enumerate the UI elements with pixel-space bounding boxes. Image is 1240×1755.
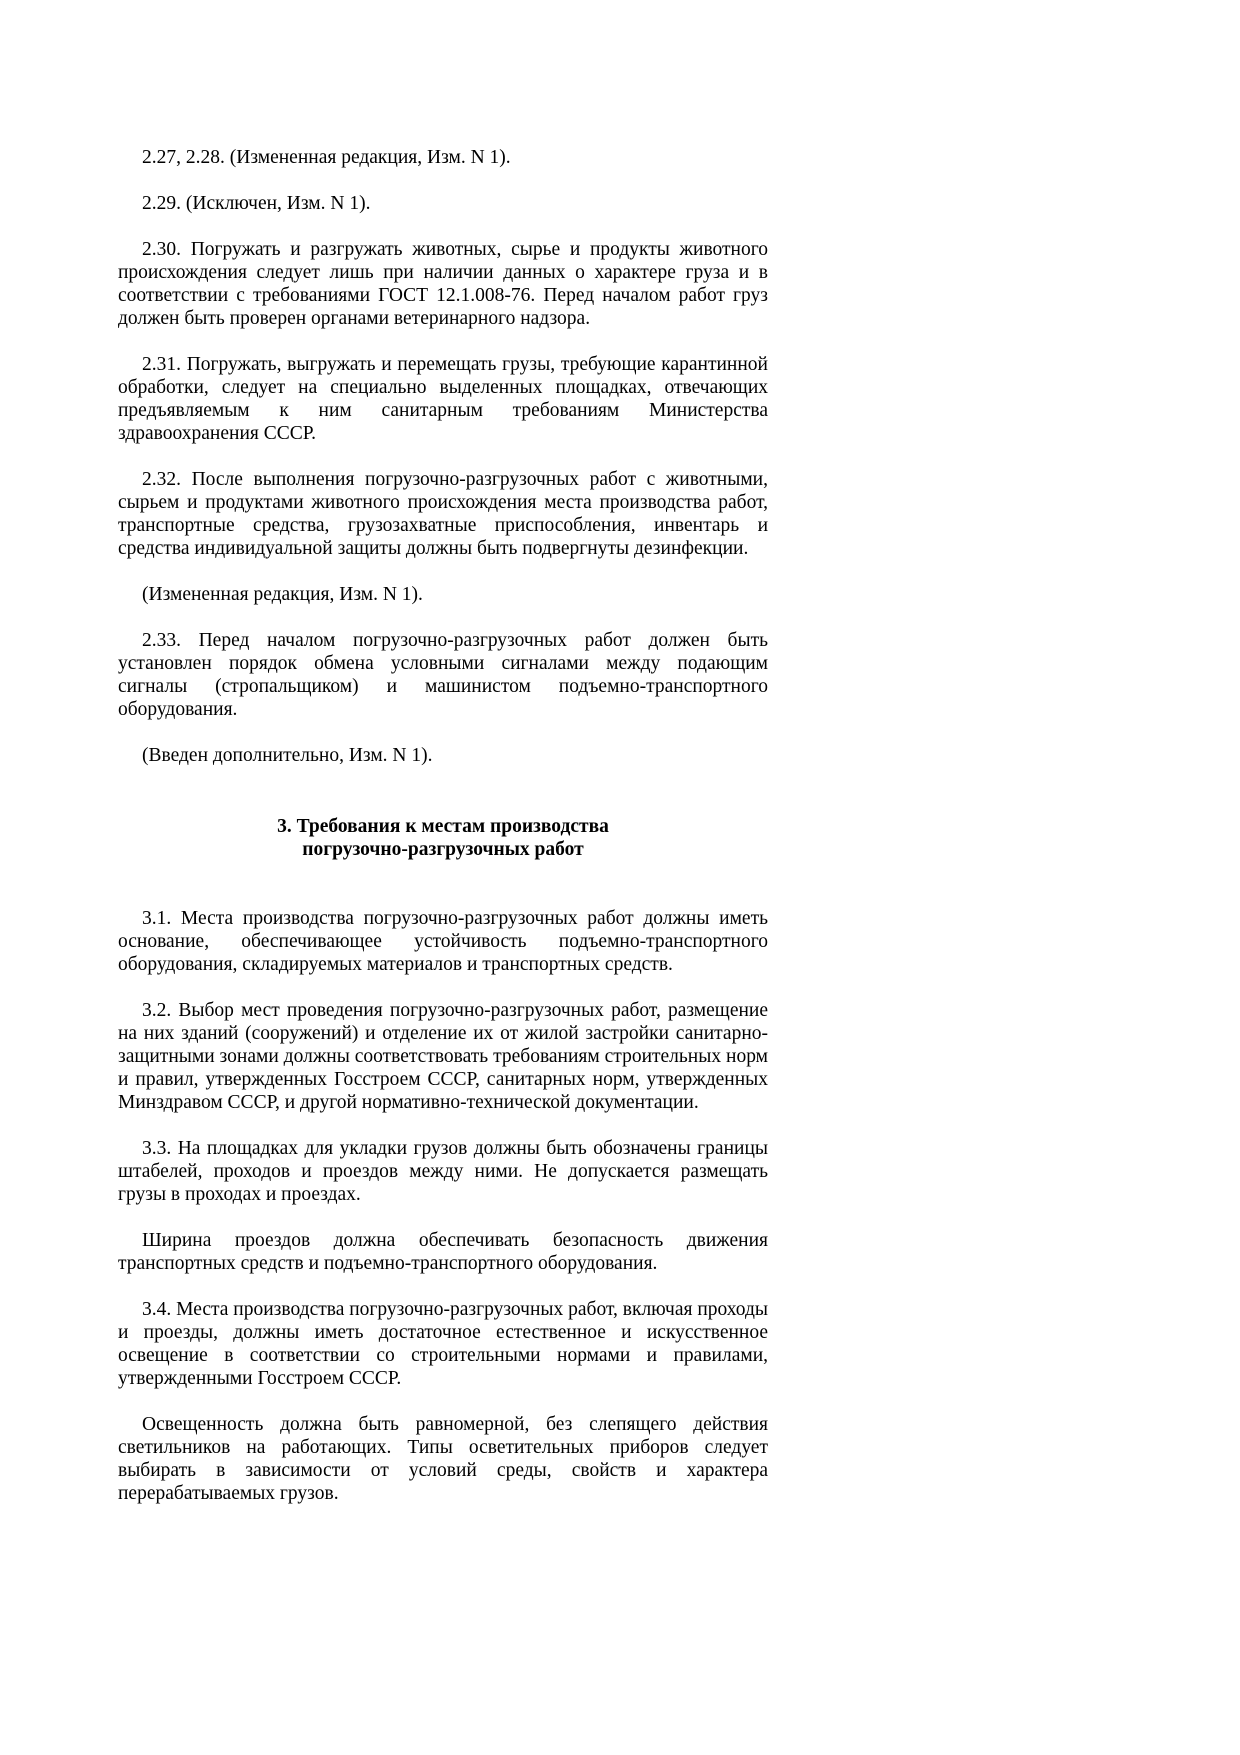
amendment-note-2-33: (Введен дополнительно, Изм. N 1). [142,745,433,766]
paragraph-3-2: 3.2. Выбор мест проведения погрузочно-разгрузочных работ, размещение на них зданий (сооружений) и отделение их от жилой застройки санитарно-защитными зонами должны соответствовать требованиям строительных норм и правил, утвержденных Госстроем СССР, санитарных норм, утвержденных Минздравом СССР, и другой нормативно-технической документации. [118,1000,768,1113]
paragraph-3-3: 3.3. На площадках для укладки грузов должны быть обозначены границы штабелей, проходов и проездов между ними. Не допускается размещать грузы в проходах и проездах. [118,1138,768,1205]
paragraph-2-31: 2.31. Погружать, выгружать и перемещать грузы, требующие карантинной обработки, следует на специально выделенных площадках, отвечающих предъявляемым к ним санитарным требованиям Министерства здравоохранения СССР. [118,354,768,444]
section-heading-line-1: 3. Требования к местам производства [277,816,609,837]
document-page [118,146,768,1528]
section-heading-line-2: погрузочно-разгрузочных работ [302,839,584,860]
paragraph-3-4-lighting: Освещенность должна быть равномерной, без слепящего действия светильников на работающих. Типы осветительных приборов следует выбирать в зависимости от условий среды, свойств и характера перерабатываемых грузов. [118,1414,768,1504]
section-heading [118,815,768,861]
paragraph-2-32: 2.32. После выполнения погрузочно-разгрузочных работ с животными, сырьем и продуктами животного происхождения места производства работ, транспортные средства, грузозахватные приспособления, инвентарь и средства индивидуальной защиты должны быть подвергнуты дезинфекции. [118,469,768,559]
amendment-note-2-32: (Измененная редакция, Изм. N 1). [142,584,423,605]
paragraph-2-27-2-28: 2.27, 2.28. (Измененная редакция, Изм. N 1). [142,147,511,168]
paragraph-2-33: 2.33. Перед началом погрузочно-разгрузочных работ должен быть установлен порядок обмена условными сигналами между подающим сигналы (стропальщиком) и машинистом подъемно-транспортного оборудования. [118,630,768,720]
paragraph-3-1: 3.1. Места производства погрузочно-разгрузочных работ должны иметь основание, обеспечивающее устойчивость подъемно-транспортного оборудования, складируемых материалов и транспортных средств. [118,908,768,975]
paragraph-2-30: 2.30. Погружать и разгружать животных, сырье и продукты животного происхождения следует лишь при наличии данных о характере груза и в соответствии с требованиями ГОСТ 12.1.008-76. Перед началом работ груз должен быть проверен органами ветеринарного надзора. [118,239,768,329]
paragraph-2-29: 2.29. (Исключен, Изм. N 1). [142,193,371,214]
paragraph-3-4: 3.4. Места производства погрузочно-разгрузочных работ, включая проходы и проезды, должны иметь достаточное естественное и искусственное освещение в соответствии со строительными нормами и правилами, утвержденными Госстроем СССР. [118,1299,768,1389]
paragraph-3-3-passage-width: Ширина проездов должна обеспечивать безопасность движения транспортных средств и подъемно-транспортного оборудования. [118,1230,768,1274]
